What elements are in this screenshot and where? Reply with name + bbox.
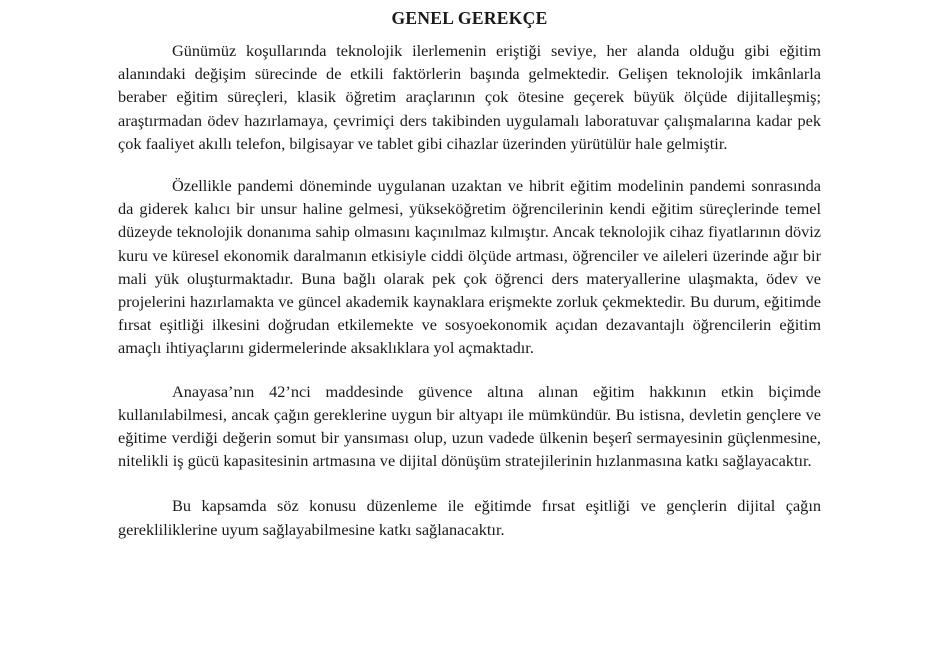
paragraph-2: Özellikle pandemi döneminde uygulanan uzaktan ve hibrit eğitim modelinin pandemi sonrasında da giderek kalıcı bir unsur haline gelmesi, yükseköğretim öğrencilerinin kendi eğitim süreçlerinde temel düzeyde teknolojik donanıma sahip olmasını kaçınılmaz kılmıştır. Ancak teknolojik cihaz fiyatlarının döviz kuru ve küresel ekonomik daralmanın etkisiyle ciddi ölçüde artması, öğrenciler ve aileleri üzerinde ağır bir mali yük oluşturmaktadır. Buna bağlı olarak pek çok öğrenci ders materyallerine ulaşmakta, ödev ve projelerini hazırlamakta ve güncel akademik kaynaklara erişmekte zorluk çekmektedir. Bu durum, eğitimde fırsat eşitliği ilkesini doğrudan etkilemekte ve sosyoekonomik açıdan dezavantajlı öğrencilerin eğitim amaçlı ihtiyaçlarını gidermelerinde aksaklıklara yol açmaktadır. xyxy=(118,176,821,358)
document-title: GENEL GEREKÇE xyxy=(391,8,548,28)
paragraph-3: Anayasa’nın 42’nci maddesinde güvence altına alınan eğitim hakkının etkin biçimde kullanılabilmesi, ancak çağın gereklerine uygun bir altyapı ile mümkündür. Bu istisna, devletin gençlere ve eğitime verdiği değerin somut bir yansıması olup, uzun vadede ülkenin beşerî sermayesinin güçlenmesine, nitelikli iş gücü kapasitesinin artmasına ve dijital dönüşüm stratejilerinin hızlanmasına katkı sağlayacaktır. xyxy=(118,381,821,471)
paragraph-1: Günümüz koşullarında teknolojik ilerlemenin eriştiği seviye, her alanda olduğu gibi eğitim alanındaki değişim sürecinde de etkili faktörlerin başında gelmektedir. Gelişen teknolojik imkânlarla beraber eğitim süreçleri, klasik öğretim araçlarının çok ötesine geçerek büyük ölçüde dijitalleşmiş; araştırmadan ödev hazırlamaya, çevrimiçi ders takibinden uygulamalı laboratuvar çalışmalarına kadar pek çok faaliyet akıllı telefon, bilgisayar ve tablet gibi cihazlar üzerinden yürütülür hale gelmiştir. xyxy=(118,41,821,153)
paragraph-4: Bu kapsamda söz konusu düzenleme ile eğitimde fırsat eşitliği ve gençlerin dijital çağın gerekliliklerine uyum sağlayabilmesine katkı sağlanacaktır. xyxy=(118,496,821,539)
